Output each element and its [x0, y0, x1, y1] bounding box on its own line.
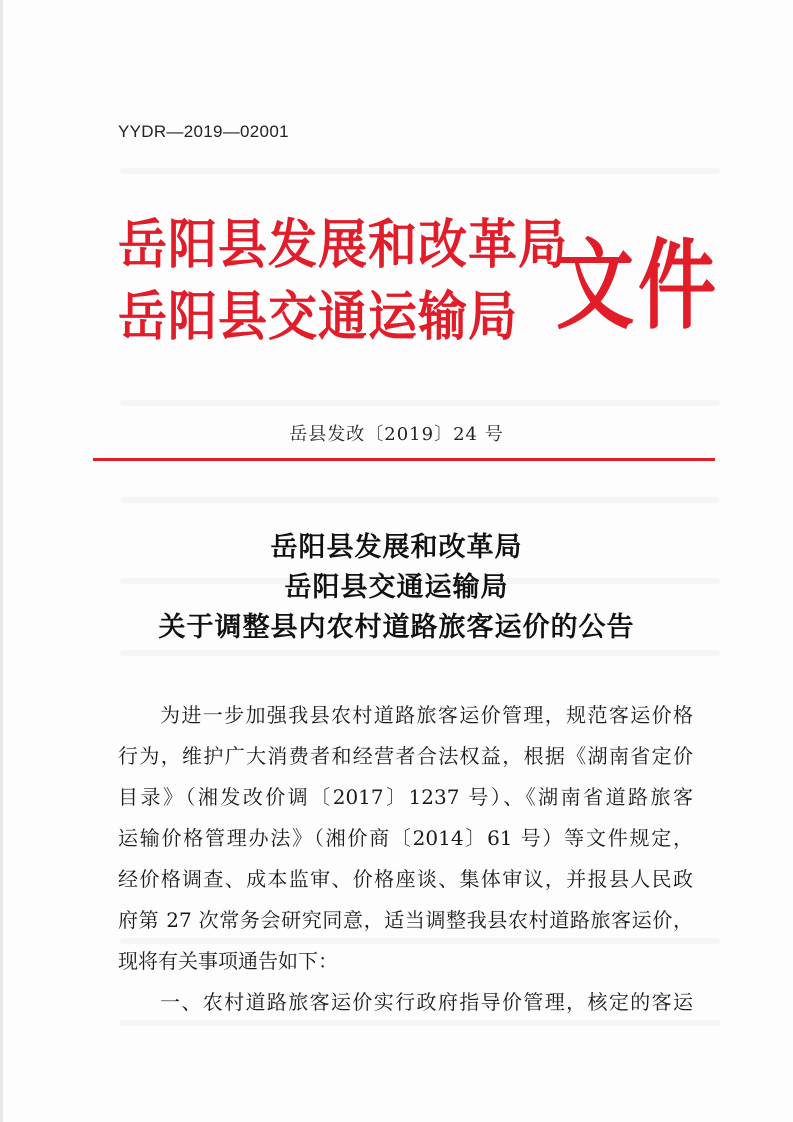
red-header [118, 208, 721, 378]
title-line: 岳阳县交通运输局 [284, 572, 509, 603]
scan-bleed [120, 168, 720, 174]
scan-bleed [120, 650, 720, 656]
document-code: YYDR—2019—02001 [118, 122, 289, 141]
title-line: 关于调整县内农村道路旅客运价的公告 [158, 612, 635, 643]
body-line: 目录》（湘发改价调〔2017〕1237 号）、《湖南省道路旅客 [118, 785, 693, 809]
body-line: 一、农村道路旅客运价实行政府指导价管理，核定的客运 [160, 990, 693, 1014]
body-line: 行为，维护广大消费者和经营者合法权益，根据《湖南省定价 [118, 744, 693, 768]
document-number: 岳县发改〔2019〕24 号 [289, 424, 504, 445]
document-title [0, 528, 793, 648]
body-line: 现将有关事项通告如下： [118, 949, 338, 973]
scan-bleed [120, 497, 720, 503]
body-line: 经价格调查、成本监审、价格座谈、集体审议，并报县人民政 [118, 867, 693, 891]
document-type-label: 文件 [556, 229, 721, 344]
body-line: 为进一步加强我县农村道路旅客运价管理，规范客运价格 [160, 703, 693, 727]
scan-bleed [120, 400, 720, 406]
issuer-names [118, 208, 588, 352]
red-divider [93, 458, 715, 461]
body-line: 运输价格管理办法》（湘价商〔2014〕61 号）等文件规定， [118, 826, 693, 850]
title-line: 岳阳县发展和改革局 [270, 532, 523, 563]
issuer-name: 岳阳县发展和改革局 [118, 212, 569, 276]
body-line: 府第 27 次常务会研究同意，适当调整我县农村道路旅客运价， [118, 908, 693, 932]
issuer-name: 岳阳县交通运输局 [118, 284, 519, 348]
document-body [118, 695, 693, 1023]
